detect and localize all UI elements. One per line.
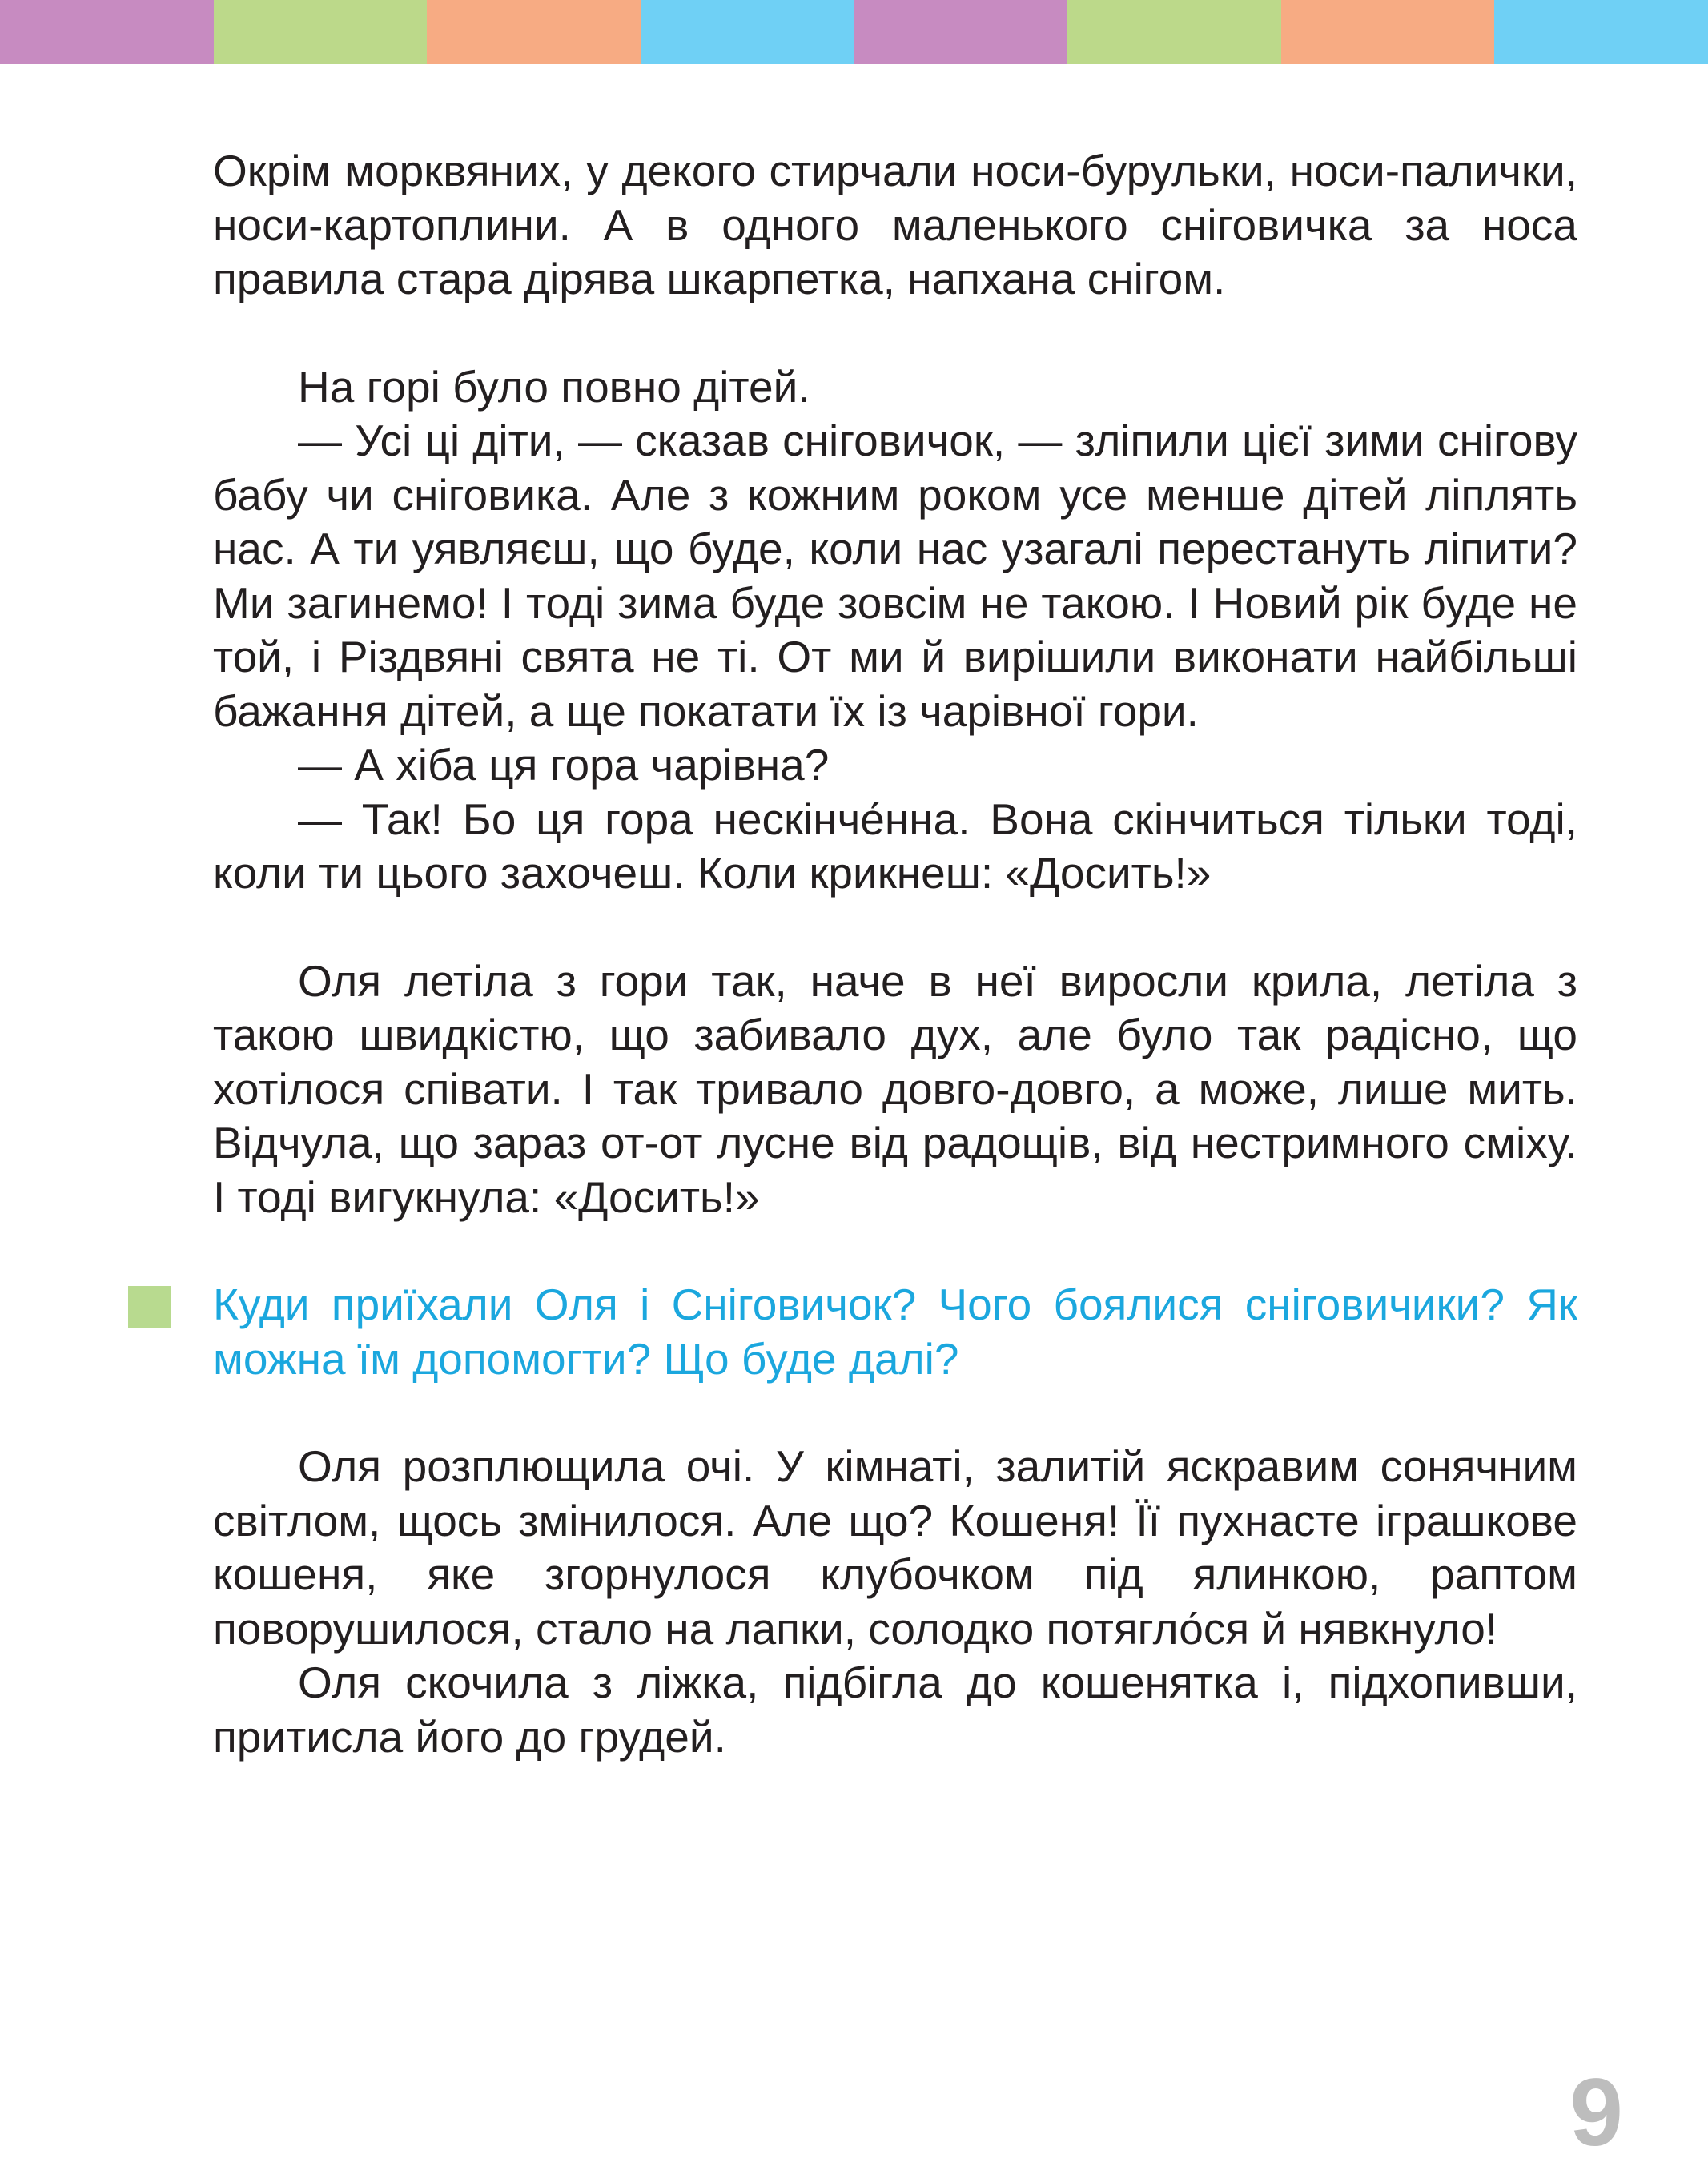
- color-bar-segment: [1281, 0, 1495, 64]
- color-bar-segment: [427, 0, 641, 64]
- page-number: 9: [1569, 2059, 1623, 2166]
- top-color-bar: [0, 0, 1708, 64]
- page-content: [213, 144, 1577, 1764]
- paragraph: Оля розплющила очі. У кімнаті, залитій яскравим сонячним світлом, щось змінилося. Але що? Кошеня! Її пухнасте іграшкове кошеня, яке згорнулося клубочком під ялинкою, раптом поворушилося, стало на лапки, солодко потягло́ся й нявкнуло!: [213, 1441, 1577, 1654]
- color-bar-segment: [854, 0, 1068, 64]
- paragraph: На горі було повно дітей.: [298, 361, 810, 412]
- paragraph: Оля скочила з ліжка, підбігла до кошенятка і, підхопивши, притисла його до грудей.: [213, 1658, 1577, 1762]
- paragraph: Оля летіла з гори так, наче в неї виросли крила, летіла з такою швидкістю, що забивало дух, але було так радісно, що хотілося співати. І так тривало довго-довго, а може, лише мить. Відчула, що зараз от-от лусне від радощів, від нестримного сміху. І тоді вигукнула: «Досить!»: [213, 955, 1577, 1222]
- paragraph: — Так! Бо ця гора нескінче́нна. Вона скінчиться тільки тоді, коли ти цього захочеш. Коли крикнеш: «Досить!»: [213, 794, 1577, 898]
- question-square-icon: [128, 1286, 171, 1328]
- color-bar-segment: [0, 0, 214, 64]
- color-bar-segment: [1494, 0, 1708, 64]
- color-bar-segment: [1067, 0, 1281, 64]
- paragraph: — Усі ці діти, — сказав сніговичок, — зліпили цієї зими снігову бабу чи сніговика. Але з кожним роком усе менше дітей ліплять нас. А ти уявляєш, що буде, коли нас узагалі перестануть ліпити? Ми загинемо! І тоді зима буде зовсім не такою. І Новий рік буде не той, і Різдвяні свята не ті. От ми й вирішили виконати найбільші бажання дітей, а ще покатати їх із чарівної гори.: [213, 416, 1577, 736]
- color-bar-segment: [641, 0, 854, 64]
- paragraph: — А хіба ця гора чарівна?: [298, 740, 830, 790]
- paragraph: Окрім морквяних, у декого стирчали носи-бурульки, носи-палички, носи-картоплини. А в одного маленького сніговичка за носа правила стара дірява шкарпетка, напхана снігом.: [213, 146, 1577, 303]
- color-bar-segment: [214, 0, 428, 64]
- question-block: [213, 1278, 1577, 1386]
- question-text: Куди приїхали Оля і Сніговичок? Чого боялися сніговичики? Як можна їм допомогти? Що буде далі?: [213, 1280, 1577, 1384]
